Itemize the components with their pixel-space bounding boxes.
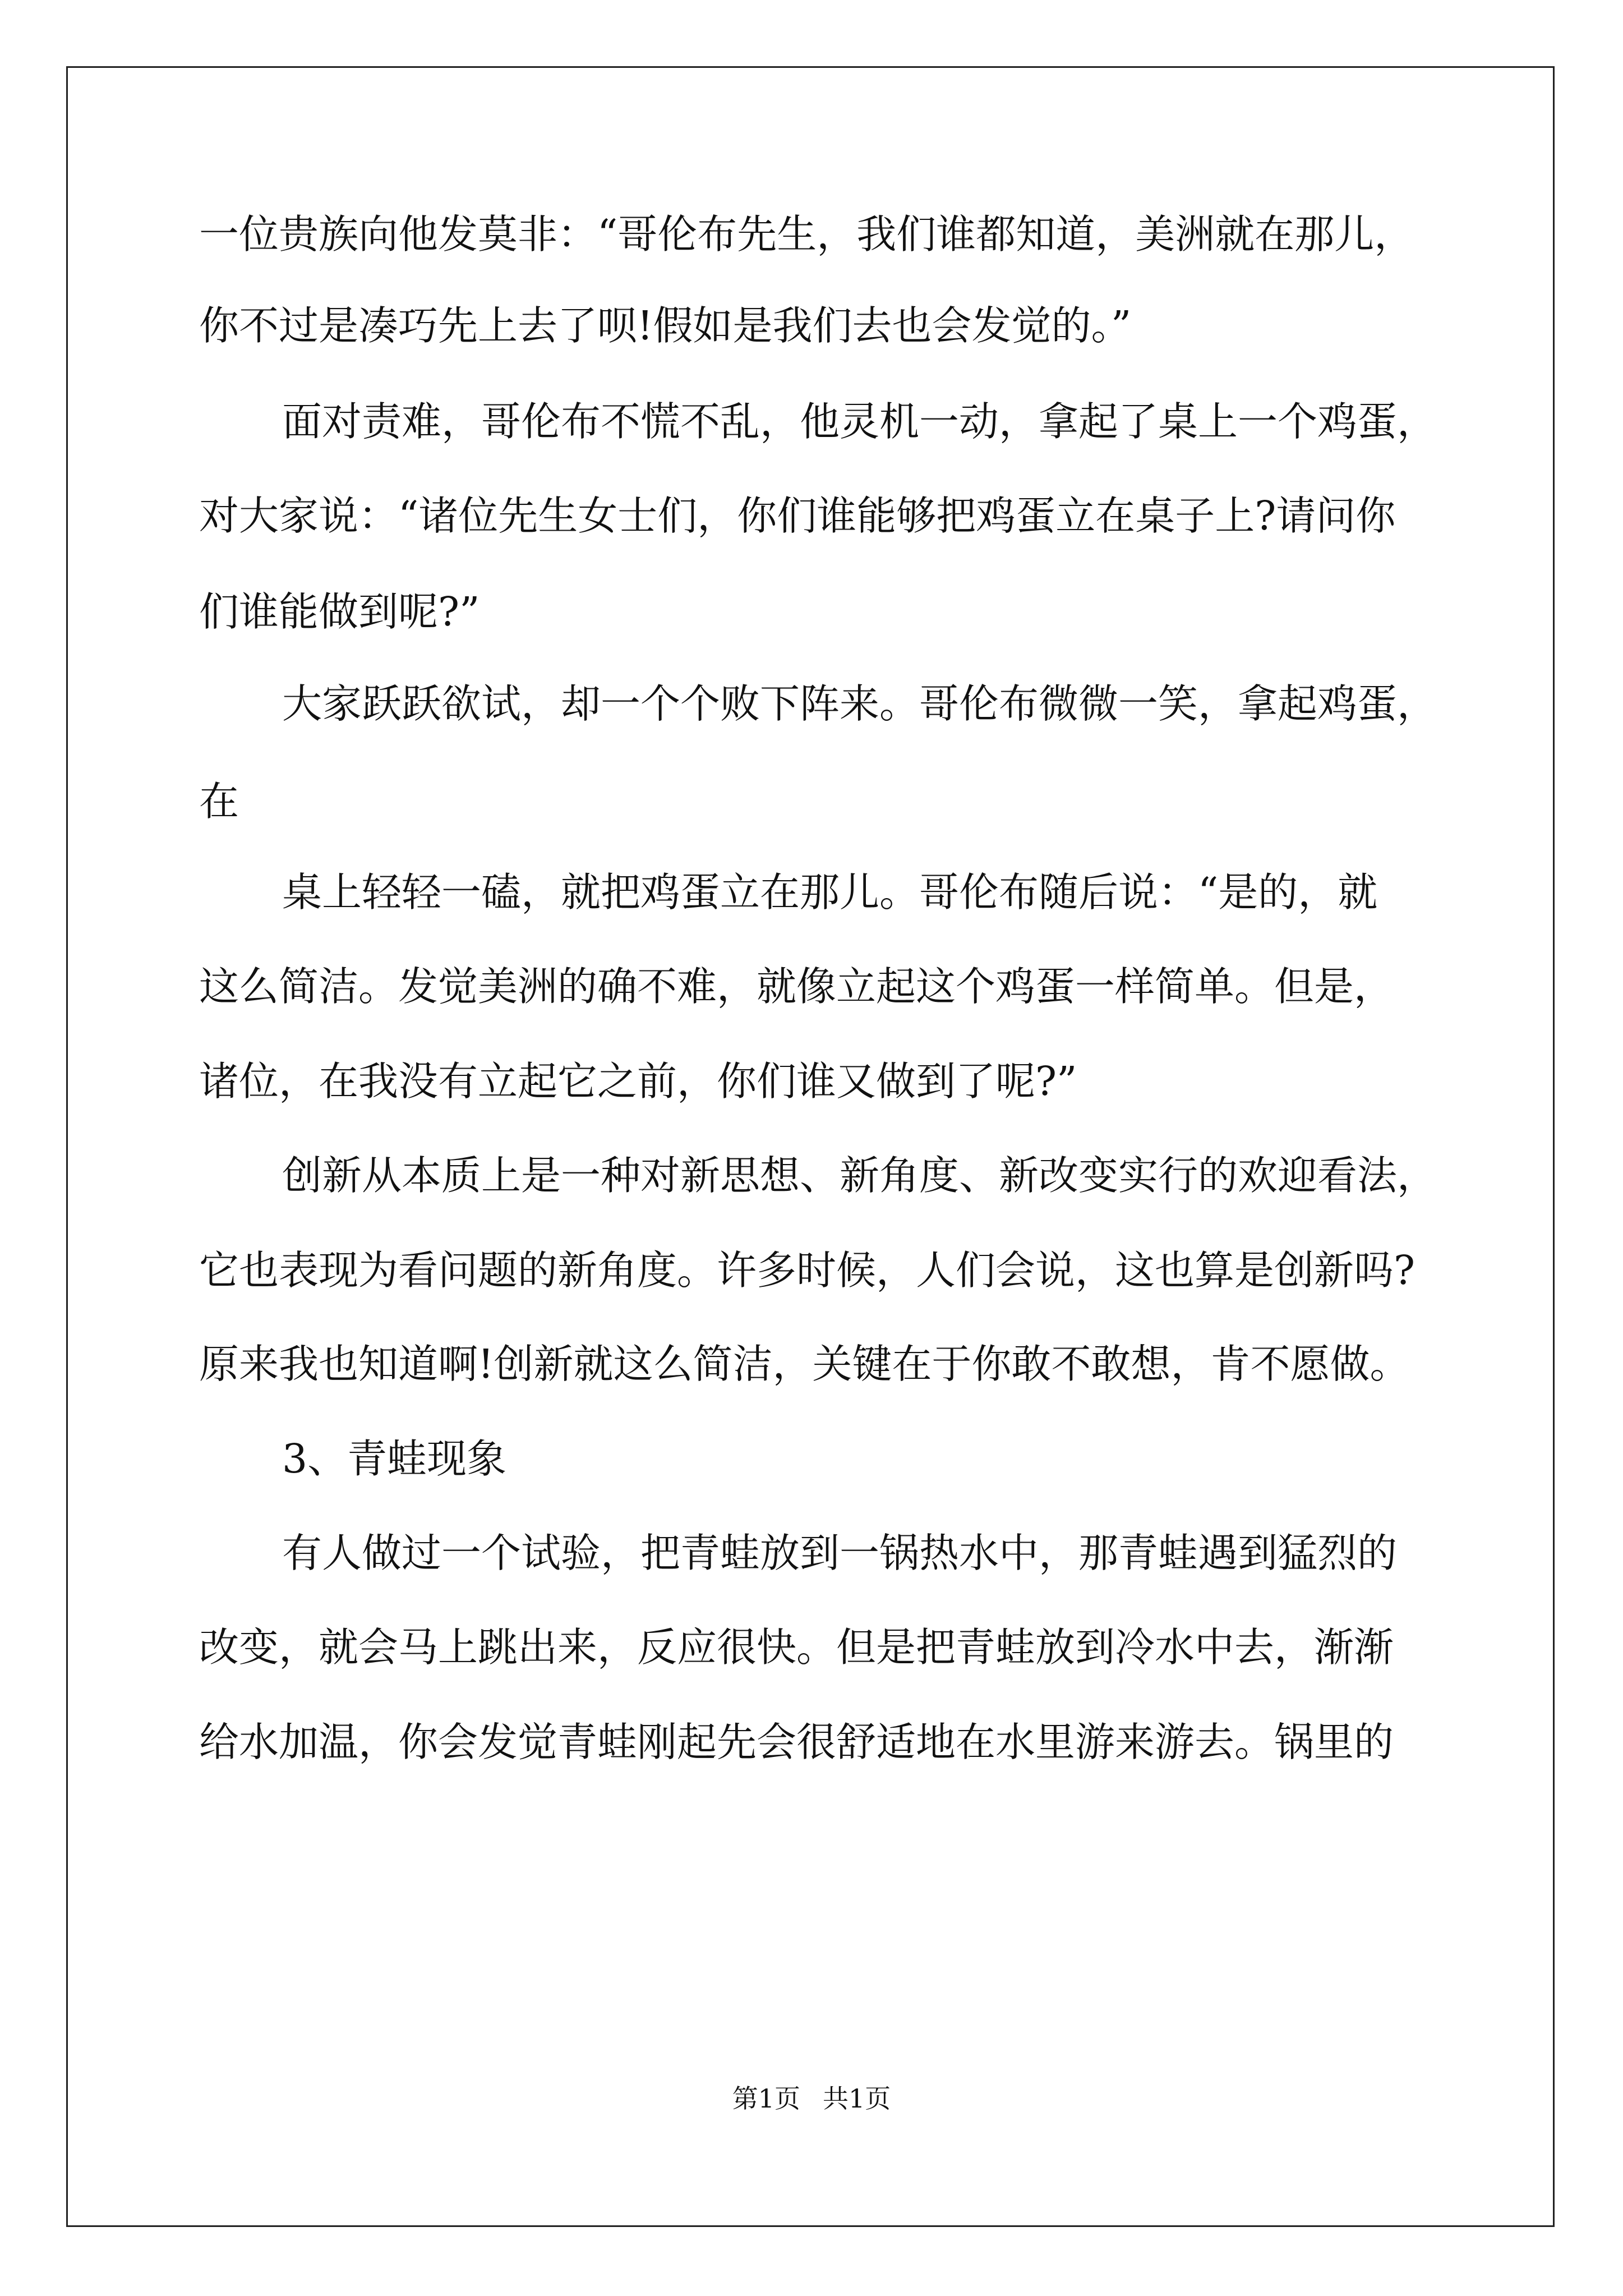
page-footer: [0, 2083, 1623, 2114]
text-line-11: 创新从本质上是一种对新思想、新角度、新改变实行的欢迎看法，: [282, 1152, 1437, 1199]
text-line-7: 在: [199, 778, 239, 825]
text-line-5: 们谁能做到呢?”: [199, 588, 480, 635]
text-line-13: 原来我也知道啊!创新就这么简洁，关键在于你敢不敢想，肯不愿做。: [199, 1341, 1410, 1387]
page-total: 共1页: [823, 2083, 891, 2114]
page-number: 第1页: [732, 2083, 800, 2114]
text-line-4: 对大家说：“诸位先生女士们，你们谁能够把鸡蛋立在桌子上?请问你: [199, 493, 1396, 539]
text-line-15: 有人做过一个试验，把青蛙放到一锅热水中，那青蛙遇到猛烈的: [282, 1530, 1398, 1576]
text-line-1: 一位贵族向他发莫非：“哥伦布先生，我们谁都知道，美洲就在那儿，: [199, 211, 1414, 257]
page-border: [66, 66, 1555, 2227]
text-line-16: 改变，就会马上跳出来，反应很快。但是把青蛙放到冷水中去，渐渐: [199, 1624, 1394, 1671]
text-line-3: 面对责难，哥伦布不慌不乱，他灵机一动，拿起了桌上一个鸡蛋，: [282, 398, 1437, 445]
text-line-9: 这么简洁。发觉美洲的确不难，就像立起这个鸡蛋一样简单。但是，: [199, 963, 1394, 1010]
text-line-8: 桌上轻轻一磕，就把鸡蛋立在那儿。哥伦布随后说：“是的，就: [282, 869, 1378, 915]
text-line-17: 给水加温，你会发觉青蛙刚起先会很舒适地在水里游来游去。锅里的: [199, 1719, 1394, 1765]
text-line-2: 你不过是凑巧先上去了呗!假如是我们去也会发觉的。”: [199, 302, 1132, 349]
text-line-6: 大家跃跃欲试，却一个个败下阵来。哥伦布微微一笑，拿起鸡蛋，: [282, 680, 1437, 727]
text-line-10: 诸位，在我没有立起它之前，你们谁又做到了呢?”: [199, 1058, 1077, 1105]
section-heading: 3、青蛙现象: [282, 1435, 507, 1482]
text-line-12: 它也表现为看问题的新角度。许多时候，人们会说，这也算是创新吗?: [199, 1247, 1415, 1294]
